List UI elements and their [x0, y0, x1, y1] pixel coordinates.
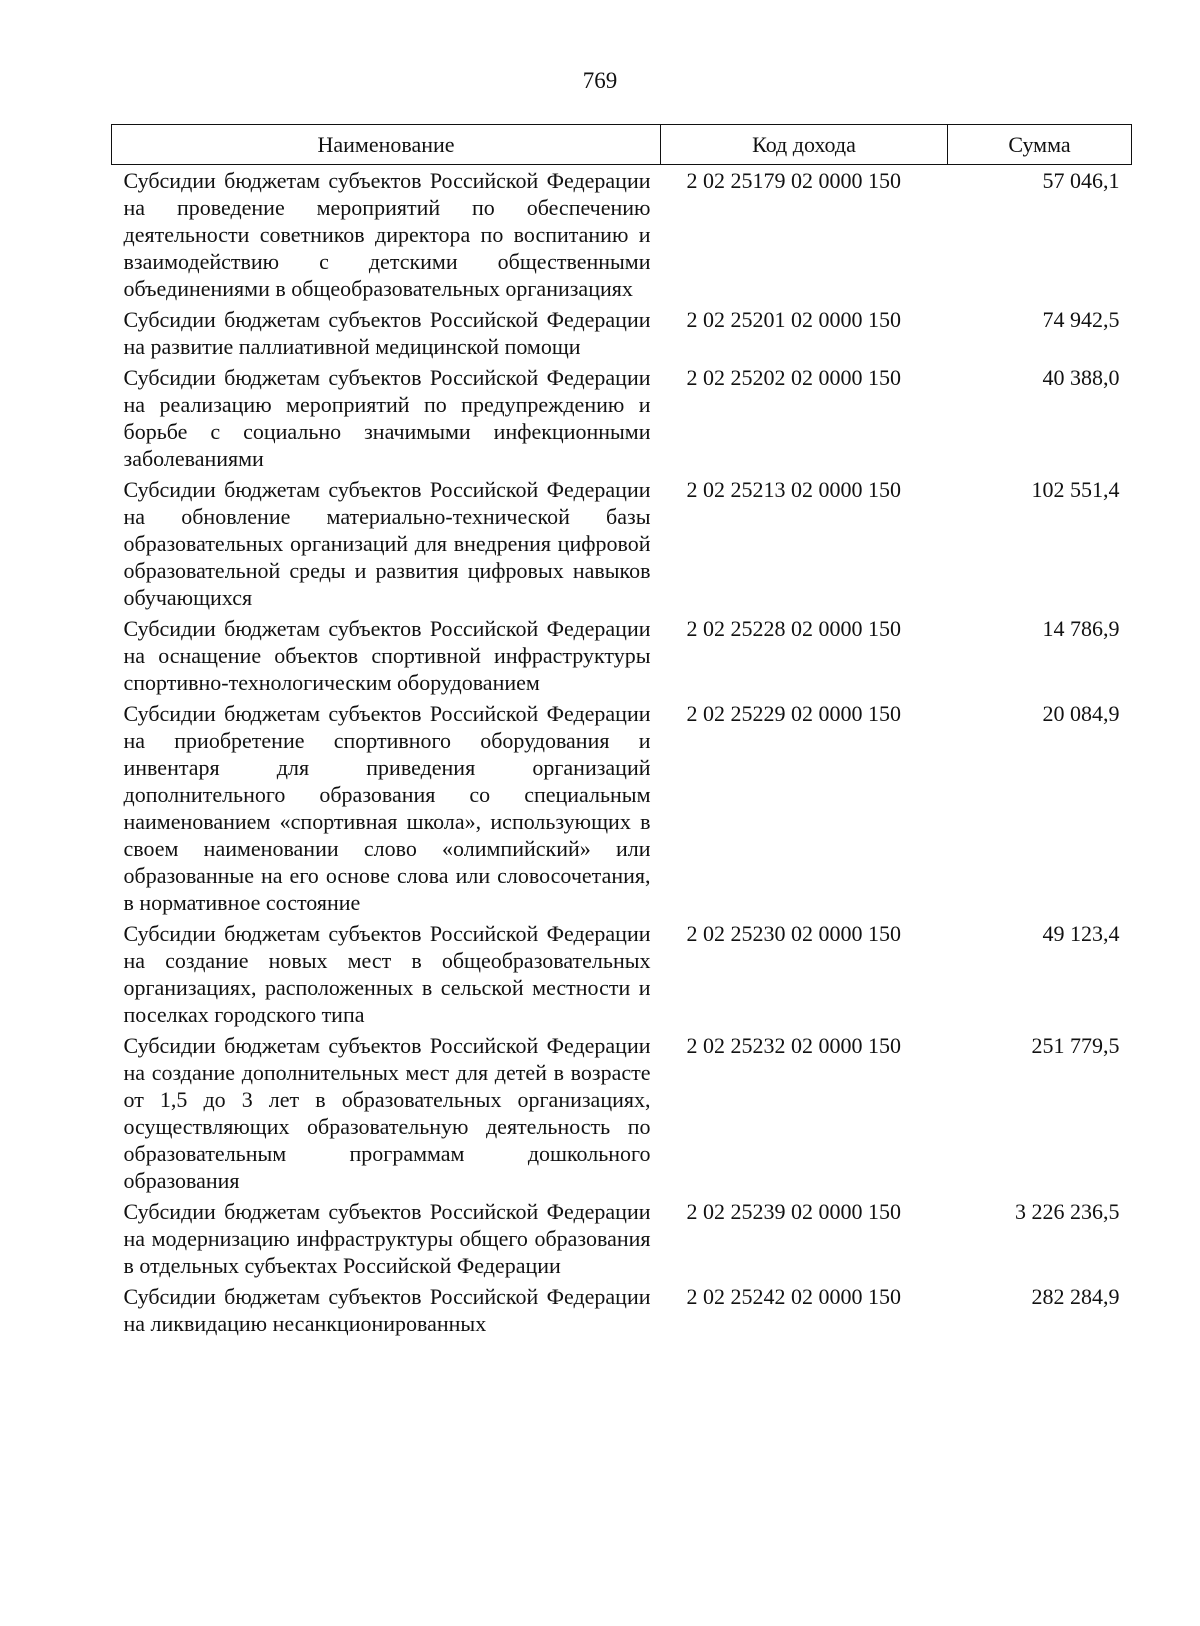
row-sum: 40 388,0 — [1042, 365, 1120, 390]
row-sum: 251 779,5 — [1031, 1033, 1120, 1058]
table-row — [112, 362, 1132, 474]
row-code: 2 02 25179 02 0000 150 — [686, 168, 901, 193]
table-row — [112, 1196, 1132, 1281]
row-name: Субсидии бюджетам субъектов Российской Федерации на приобретение спортивного оборудования и инвентаря для приведения организаций дополнительного образования со специальным наименованием «спортивная школа», использующих в своем наименовании слово «олимпийский» или образованные на его основе слова или словосочетания, в нормативное состояние — [123, 701, 651, 915]
row-code: 2 02 25213 02 0000 150 — [686, 477, 901, 502]
row-code: 2 02 25201 02 0000 150 — [686, 307, 901, 332]
row-sum: 57 046,1 — [1042, 168, 1120, 193]
row-code: 2 02 25242 02 0000 150 — [686, 1284, 901, 1309]
row-name: Субсидии бюджетам субъектов Российской Федерации на реализацию мероприятий по предупреждению и борьбе с социально значимыми инфекционными заболеваниями — [123, 365, 651, 471]
table-header-row — [112, 125, 1132, 165]
row-name: Субсидии бюджетам субъектов Российской Федерации на развитие паллиативной медицинской помощи — [123, 307, 651, 359]
row-name: Субсидии бюджетам субъектов Российской Федерации на создание дополнительных мест для детей в возрасте от 1,5 до 3 лет в образовательных организациях, осуществляющих образовательную деятельность по образовательным программам дошкольного образования — [123, 1033, 651, 1193]
row-code: 2 02 25232 02 0000 150 — [686, 1033, 901, 1058]
row-name: Субсидии бюджетам субъектов Российской Федерации на ликвидацию несанкционированных — [123, 1284, 651, 1336]
row-sum: 14 786,9 — [1042, 616, 1120, 641]
row-name: Субсидии бюджетам субъектов Российской Федерации на модернизацию инфраструктуры общего образования в отдельных субъектах Российской Федерации — [123, 1199, 651, 1278]
row-sum: 20 084,9 — [1042, 701, 1120, 726]
table-row — [112, 165, 1132, 305]
row-code: 2 02 25228 02 0000 150 — [686, 616, 901, 641]
income-table — [111, 124, 1132, 1339]
table-row — [112, 1281, 1132, 1339]
row-sum: 102 551,4 — [1031, 477, 1120, 502]
table-row — [112, 474, 1132, 613]
table-row — [112, 698, 1132, 918]
row-sum: 282 284,9 — [1031, 1284, 1120, 1309]
row-code: 2 02 25239 02 0000 150 — [686, 1199, 901, 1224]
header-code: Код дохода — [661, 125, 948, 165]
table-row — [112, 918, 1132, 1030]
page-number: 769 — [582, 68, 618, 93]
row-sum: 74 942,5 — [1042, 307, 1120, 332]
row-code: 2 02 25202 02 0000 150 — [686, 365, 901, 390]
row-sum: 3 226 236,5 — [1015, 1199, 1120, 1224]
row-name: Субсидии бюджетам субъектов Российской Федерации на проведение мероприятий по обеспечению деятельности советников директора по воспитанию и взаимодействию с детскими общественными объединениями в общеобразовательных организациях — [123, 168, 651, 301]
table-row — [112, 1030, 1132, 1196]
header-name: Наименование — [112, 125, 661, 165]
row-sum: 49 123,4 — [1042, 921, 1120, 946]
table-row — [112, 304, 1132, 362]
row-code: 2 02 25229 02 0000 150 — [686, 701, 901, 726]
header-sum: Сумма — [948, 125, 1132, 165]
table-row — [112, 613, 1132, 698]
row-name: Субсидии бюджетам субъектов Российской Федерации на обновление материально-технической базы образовательных организаций для внедрения цифровой образовательной среды и развития цифровых навыков обучающихся — [123, 477, 651, 610]
row-code: 2 02 25230 02 0000 150 — [686, 921, 901, 946]
row-name: Субсидии бюджетам субъектов Российской Федерации на оснащение объектов спортивной инфраструктуры спортивно-технологическим оборудованием — [123, 616, 651, 695]
row-name: Субсидии бюджетам субъектов Российской Федерации на создание новых мест в общеобразовательных организациях, расположенных в сельской местности и поселках городского типа — [123, 921, 651, 1027]
